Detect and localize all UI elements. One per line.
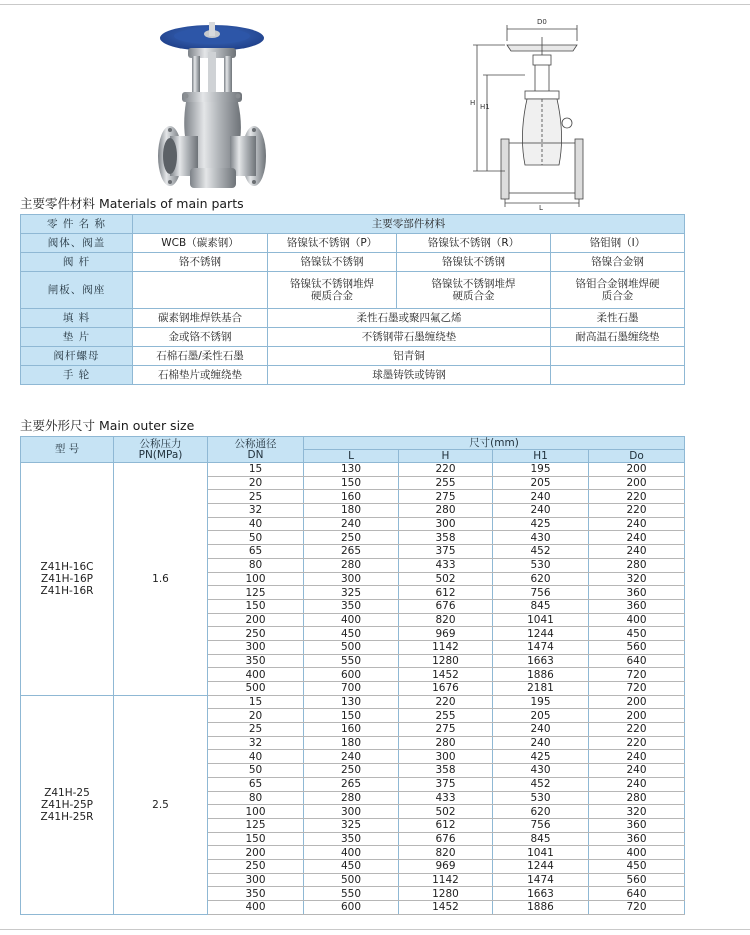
dim-cell: 300 bbox=[399, 750, 493, 764]
dim-cell: 240 bbox=[589, 517, 685, 531]
dim-cell: 720 bbox=[589, 901, 685, 915]
dim-cell: 433 bbox=[399, 558, 493, 572]
dim-cell: 240 bbox=[493, 723, 589, 737]
dim-cell: 676 bbox=[399, 599, 493, 613]
materials-cell: 柔性石墨 bbox=[551, 309, 685, 328]
materials-part-label: 手 轮 bbox=[21, 366, 133, 385]
dim-cell: 450 bbox=[589, 859, 685, 873]
dim-cell: 450 bbox=[304, 859, 399, 873]
dim-cell: 350 bbox=[304, 599, 399, 613]
dim-cell: 195 bbox=[493, 695, 589, 709]
dim-cell: 240 bbox=[493, 736, 589, 750]
dim-cell: 1474 bbox=[493, 640, 589, 654]
cell-line: 硬质合金 bbox=[311, 290, 353, 302]
materials-part-label: 阀杆螺母 bbox=[21, 347, 133, 366]
header-h1: H1 bbox=[493, 450, 589, 463]
dim-cell: 200 bbox=[589, 463, 685, 477]
dim-cell: 240 bbox=[304, 517, 399, 531]
cell-line: 铬镍钛不锈钢 bbox=[300, 256, 364, 268]
dim-cell: 25 bbox=[208, 723, 304, 737]
dim-cell: 425 bbox=[493, 750, 589, 764]
materials-part-label: 垫 片 bbox=[21, 328, 133, 347]
dim-cell: 400 bbox=[304, 613, 399, 627]
dim-cell: 200 bbox=[589, 476, 685, 490]
dim-cell: 65 bbox=[208, 545, 304, 559]
dim-cell: 205 bbox=[493, 709, 589, 723]
dim-cell: 550 bbox=[304, 887, 399, 901]
dim-cell: 15 bbox=[208, 695, 304, 709]
dim-cell: 530 bbox=[493, 791, 589, 805]
dim-cell: 280 bbox=[399, 504, 493, 518]
dim-cell: 325 bbox=[304, 586, 399, 600]
dim-cell: 240 bbox=[589, 750, 685, 764]
materials-cell bbox=[268, 272, 397, 309]
header-model: 型 号 bbox=[21, 437, 114, 463]
materials-cell: 金或铬不锈钢 bbox=[133, 328, 268, 347]
dim-cell: 676 bbox=[399, 832, 493, 846]
dim-cell: 350 bbox=[304, 832, 399, 846]
dim-cell: 969 bbox=[399, 627, 493, 641]
model-name: Z41H-16P bbox=[41, 572, 93, 585]
materials-cell: 球墨铸铁或铸钢 bbox=[268, 366, 551, 385]
l-label: L bbox=[539, 204, 543, 210]
dim-cell: 255 bbox=[399, 709, 493, 723]
materials-cell: 碳素钢堆焊铁基合 bbox=[133, 309, 268, 328]
dim-cell: 360 bbox=[589, 599, 685, 613]
h-label: H bbox=[470, 99, 476, 107]
model-name: Z41H-25R bbox=[40, 810, 94, 823]
dim-cell: 820 bbox=[399, 846, 493, 860]
materials-cell bbox=[397, 253, 551, 272]
dim-cell: 50 bbox=[208, 764, 304, 778]
materials-cell: 石棉垫片或缠绕垫 bbox=[133, 366, 268, 385]
dim-cell: 550 bbox=[304, 654, 399, 668]
dim-cell: 1474 bbox=[493, 873, 589, 887]
dim-cell: 275 bbox=[399, 490, 493, 504]
materials-header-row bbox=[21, 215, 685, 234]
dim-cell: 500 bbox=[304, 640, 399, 654]
top-divider bbox=[0, 4, 750, 5]
dim-cell: 320 bbox=[589, 805, 685, 819]
dim-cell: 375 bbox=[399, 545, 493, 559]
dim-cell: 250 bbox=[208, 859, 304, 873]
dim-cell: 1244 bbox=[493, 859, 589, 873]
model-cell bbox=[21, 463, 114, 696]
dim-cell: 130 bbox=[304, 695, 399, 709]
dim-cell: 375 bbox=[399, 777, 493, 791]
dim-cell: 150 bbox=[304, 709, 399, 723]
dim-cell: 150 bbox=[208, 599, 304, 613]
dim-cell: 265 bbox=[304, 777, 399, 791]
materials-cell bbox=[133, 234, 268, 253]
dim-cell: 125 bbox=[208, 586, 304, 600]
dim-cell: 400 bbox=[208, 901, 304, 915]
dim-cell: 200 bbox=[208, 613, 304, 627]
dim-cell: 350 bbox=[208, 654, 304, 668]
materials-cell bbox=[551, 234, 685, 253]
valve-photo bbox=[150, 18, 280, 198]
dim-cell: 560 bbox=[589, 873, 685, 887]
dim-cell: 195 bbox=[493, 463, 589, 477]
dim-cell: 360 bbox=[589, 832, 685, 846]
dim-cell: 1886 bbox=[493, 901, 589, 915]
dim-cell: 1142 bbox=[399, 873, 493, 887]
dim-cell: 845 bbox=[493, 599, 589, 613]
dim-cell: 600 bbox=[304, 901, 399, 915]
header-l: L bbox=[304, 450, 399, 463]
dim-cell: 32 bbox=[208, 504, 304, 518]
dim-cell: 452 bbox=[493, 545, 589, 559]
header-do: Do bbox=[589, 450, 685, 463]
dim-cell: 358 bbox=[399, 764, 493, 778]
dim-cell: 220 bbox=[399, 695, 493, 709]
materials-cell: 铝青铜 bbox=[268, 347, 551, 366]
dim-cell: 275 bbox=[399, 723, 493, 737]
dim-cell: 433 bbox=[399, 791, 493, 805]
dim-cell: 80 bbox=[208, 791, 304, 805]
dim-cell: 425 bbox=[493, 517, 589, 531]
dim-cell: 240 bbox=[493, 504, 589, 518]
materials-cell bbox=[397, 272, 551, 309]
materials-row bbox=[21, 347, 685, 366]
materials-row bbox=[21, 253, 685, 272]
dim-cell: 240 bbox=[589, 545, 685, 559]
model-cell bbox=[21, 695, 114, 914]
dim-cell: 255 bbox=[399, 476, 493, 490]
cell-line: 铬钼合金钢堆焊硬 bbox=[575, 278, 660, 290]
dim-cell: 40 bbox=[208, 517, 304, 531]
dim-cell: 280 bbox=[304, 558, 399, 572]
dim-cell: 820 bbox=[399, 613, 493, 627]
materials-cell: 不锈钢带石墨缠绕垫 bbox=[268, 328, 551, 347]
bottom-divider bbox=[0, 929, 750, 930]
materials-row bbox=[21, 328, 685, 347]
dim-cell: 220 bbox=[589, 490, 685, 504]
dim-cell: 220 bbox=[589, 504, 685, 518]
table-row bbox=[21, 695, 685, 709]
dim-cell: 1280 bbox=[399, 654, 493, 668]
dim-cell: 400 bbox=[304, 846, 399, 860]
model-name: Z41H-25P bbox=[41, 798, 93, 811]
dim-cell: 205 bbox=[493, 476, 589, 490]
materials-part-label: 阀体、阀盖 bbox=[21, 234, 133, 253]
h1-label: H1 bbox=[480, 103, 490, 111]
dim-cell: 220 bbox=[589, 723, 685, 737]
header-dn: 公称通径 DN bbox=[208, 437, 304, 463]
dim-cell: 240 bbox=[589, 531, 685, 545]
dim-cell: 620 bbox=[493, 572, 589, 586]
materials-cell bbox=[133, 272, 268, 309]
dim-cell: 280 bbox=[399, 736, 493, 750]
dim-cell: 280 bbox=[589, 791, 685, 805]
dim-cell: 400 bbox=[208, 668, 304, 682]
materials-cell bbox=[268, 253, 397, 272]
pn-cell: 2.5 bbox=[114, 695, 208, 914]
dim-cell: 65 bbox=[208, 777, 304, 791]
dim-cell: 700 bbox=[304, 682, 399, 696]
dim-cell: 720 bbox=[589, 668, 685, 682]
dim-cell: 130 bbox=[304, 463, 399, 477]
model-name: Z41H-16C bbox=[40, 560, 94, 573]
materials-part-label: 填 料 bbox=[21, 309, 133, 328]
dim-cell: 15 bbox=[208, 463, 304, 477]
dim-cell: 40 bbox=[208, 750, 304, 764]
dim-cell: 502 bbox=[399, 805, 493, 819]
dim-cell: 430 bbox=[493, 764, 589, 778]
dim-cell: 300 bbox=[304, 805, 399, 819]
d0-label: D0 bbox=[537, 18, 547, 26]
dim-cell: 360 bbox=[589, 586, 685, 600]
dim-cell: 612 bbox=[399, 818, 493, 832]
dim-cell: 1280 bbox=[399, 887, 493, 901]
dim-cell: 350 bbox=[208, 887, 304, 901]
dim-cell: 300 bbox=[304, 572, 399, 586]
dim-cell: 20 bbox=[208, 709, 304, 723]
dim-cell: 1244 bbox=[493, 627, 589, 641]
dim-cell: 160 bbox=[304, 723, 399, 737]
dim-cell: 1041 bbox=[493, 613, 589, 627]
cell-line: 铬钼钢（I） bbox=[589, 237, 646, 249]
dim-cell: 300 bbox=[208, 640, 304, 654]
header-size: 尺寸(mm) bbox=[304, 437, 685, 450]
dim-cell: 1676 bbox=[399, 682, 493, 696]
dim-cell: 125 bbox=[208, 818, 304, 832]
dim-cell: 150 bbox=[208, 832, 304, 846]
dim-cell: 80 bbox=[208, 558, 304, 572]
dim-cell: 250 bbox=[304, 764, 399, 778]
cell-line: 铬镍合金钢 bbox=[591, 256, 644, 268]
model-name: Z41H-25 bbox=[44, 786, 90, 799]
materials-row bbox=[21, 309, 685, 328]
dim-cell: 360 bbox=[589, 818, 685, 832]
dim-cell: 325 bbox=[304, 818, 399, 832]
cell-line: 铬不锈钢 bbox=[179, 256, 221, 268]
header-pn: 公称压力 PN(MPa) bbox=[114, 437, 208, 463]
dim-cell: 600 bbox=[304, 668, 399, 682]
dim-cell: 20 bbox=[208, 476, 304, 490]
materials-row bbox=[21, 272, 685, 309]
dim-cell: 969 bbox=[399, 859, 493, 873]
dim-cell: 450 bbox=[589, 627, 685, 641]
pn-cell: 1.6 bbox=[114, 463, 208, 696]
materials-cell bbox=[551, 366, 685, 385]
materials-cell bbox=[268, 234, 397, 253]
materials-cell bbox=[133, 253, 268, 272]
dim-cell: 150 bbox=[304, 476, 399, 490]
dim-cell: 240 bbox=[589, 764, 685, 778]
dimensions-title: 主要外形尺寸 Main outer size bbox=[20, 418, 195, 433]
materials-cell: 柔性石墨或聚四氟乙烯 bbox=[268, 309, 551, 328]
dim-cell: 200 bbox=[208, 846, 304, 860]
dim-cell: 1886 bbox=[493, 668, 589, 682]
materials-cell: 石棉石墨/柔性石墨 bbox=[133, 347, 268, 366]
materials-header-part: 零 件 名 称 bbox=[21, 215, 133, 234]
dim-cell: 220 bbox=[399, 463, 493, 477]
dim-cell: 220 bbox=[589, 736, 685, 750]
dim-cell: 756 bbox=[493, 818, 589, 832]
cell-line: 铬镍钛不锈钢堆焊 bbox=[431, 278, 516, 290]
dim-cell: 640 bbox=[589, 654, 685, 668]
cell-line: 铬镍钛不锈钢（P） bbox=[286, 237, 378, 249]
dim-cell: 25 bbox=[208, 490, 304, 504]
materials-row bbox=[21, 366, 685, 385]
dim-cell: 1663 bbox=[493, 654, 589, 668]
dim-cell: 300 bbox=[208, 873, 304, 887]
materials-title: 主要零件材料 Materials of main parts bbox=[20, 196, 244, 211]
materials-cell: 耐高温石墨缠绕垫 bbox=[551, 328, 685, 347]
model-name: Z41H-16R bbox=[40, 584, 94, 597]
dim-cell: 1663 bbox=[493, 887, 589, 901]
materials-cell bbox=[551, 253, 685, 272]
dim-cell: 200 bbox=[589, 709, 685, 723]
dim-cell: 620 bbox=[493, 805, 589, 819]
dim-cell: 100 bbox=[208, 805, 304, 819]
valve-drawing bbox=[465, 15, 600, 210]
materials-row bbox=[21, 234, 685, 253]
materials-table bbox=[20, 214, 685, 385]
cell-line: 铬镍钛不锈钢（R） bbox=[427, 237, 520, 249]
dim-cell: 640 bbox=[589, 887, 685, 901]
dim-cell: 358 bbox=[399, 531, 493, 545]
dim-cell: 250 bbox=[208, 627, 304, 641]
dim-cell: 530 bbox=[493, 558, 589, 572]
materials-part-label: 闸板、阀座 bbox=[21, 272, 133, 309]
table-row bbox=[21, 463, 685, 477]
dim-cell: 320 bbox=[589, 572, 685, 586]
dim-cell: 1452 bbox=[399, 668, 493, 682]
dim-cell: 500 bbox=[208, 682, 304, 696]
dim-cell: 502 bbox=[399, 572, 493, 586]
dim-cell: 180 bbox=[304, 504, 399, 518]
cell-line: 铬镍钛不锈钢堆焊 bbox=[290, 278, 374, 290]
dim-cell: 280 bbox=[589, 558, 685, 572]
dim-cell: 160 bbox=[304, 490, 399, 504]
dim-cell: 720 bbox=[589, 682, 685, 696]
cell-line: 质合金 bbox=[601, 290, 634, 302]
cell-line: WCB（碳素钢） bbox=[161, 237, 239, 249]
dim-cell: 1452 bbox=[399, 901, 493, 915]
dim-cell: 452 bbox=[493, 777, 589, 791]
dim-cell: 1142 bbox=[399, 640, 493, 654]
dim-cell: 50 bbox=[208, 531, 304, 545]
dim-cell: 240 bbox=[589, 777, 685, 791]
dim-cell: 400 bbox=[589, 846, 685, 860]
materials-header-material: 主要零部件材料 bbox=[133, 215, 685, 234]
cell-line: 硬质合金 bbox=[452, 290, 495, 302]
dim-cell: 100 bbox=[208, 572, 304, 586]
dim-cell: 240 bbox=[493, 490, 589, 504]
dim-cell: 1041 bbox=[493, 846, 589, 860]
dim-cell: 430 bbox=[493, 531, 589, 545]
dim-cell: 300 bbox=[399, 517, 493, 531]
materials-part-label: 阀 杆 bbox=[21, 253, 133, 272]
dim-cell: 500 bbox=[304, 873, 399, 887]
dimensions-table bbox=[20, 436, 685, 915]
dim-cell: 200 bbox=[589, 695, 685, 709]
dim-cell: 240 bbox=[304, 750, 399, 764]
header-h: H bbox=[399, 450, 493, 463]
dim-cell: 756 bbox=[493, 586, 589, 600]
materials-cell bbox=[551, 347, 685, 366]
materials-cell bbox=[551, 272, 685, 309]
dim-cell: 560 bbox=[589, 640, 685, 654]
dim-cell: 250 bbox=[304, 531, 399, 545]
dim-cell: 265 bbox=[304, 545, 399, 559]
dim-cell: 612 bbox=[399, 586, 493, 600]
cell-line: 铬镍钛不锈钢 bbox=[442, 256, 505, 268]
dim-cell: 2181 bbox=[493, 682, 589, 696]
dim-cell: 32 bbox=[208, 736, 304, 750]
materials-cell bbox=[397, 234, 551, 253]
dim-cell: 845 bbox=[493, 832, 589, 846]
dim-cell: 180 bbox=[304, 736, 399, 750]
dim-cell: 400 bbox=[589, 613, 685, 627]
dim-cell: 450 bbox=[304, 627, 399, 641]
dim-cell: 280 bbox=[304, 791, 399, 805]
